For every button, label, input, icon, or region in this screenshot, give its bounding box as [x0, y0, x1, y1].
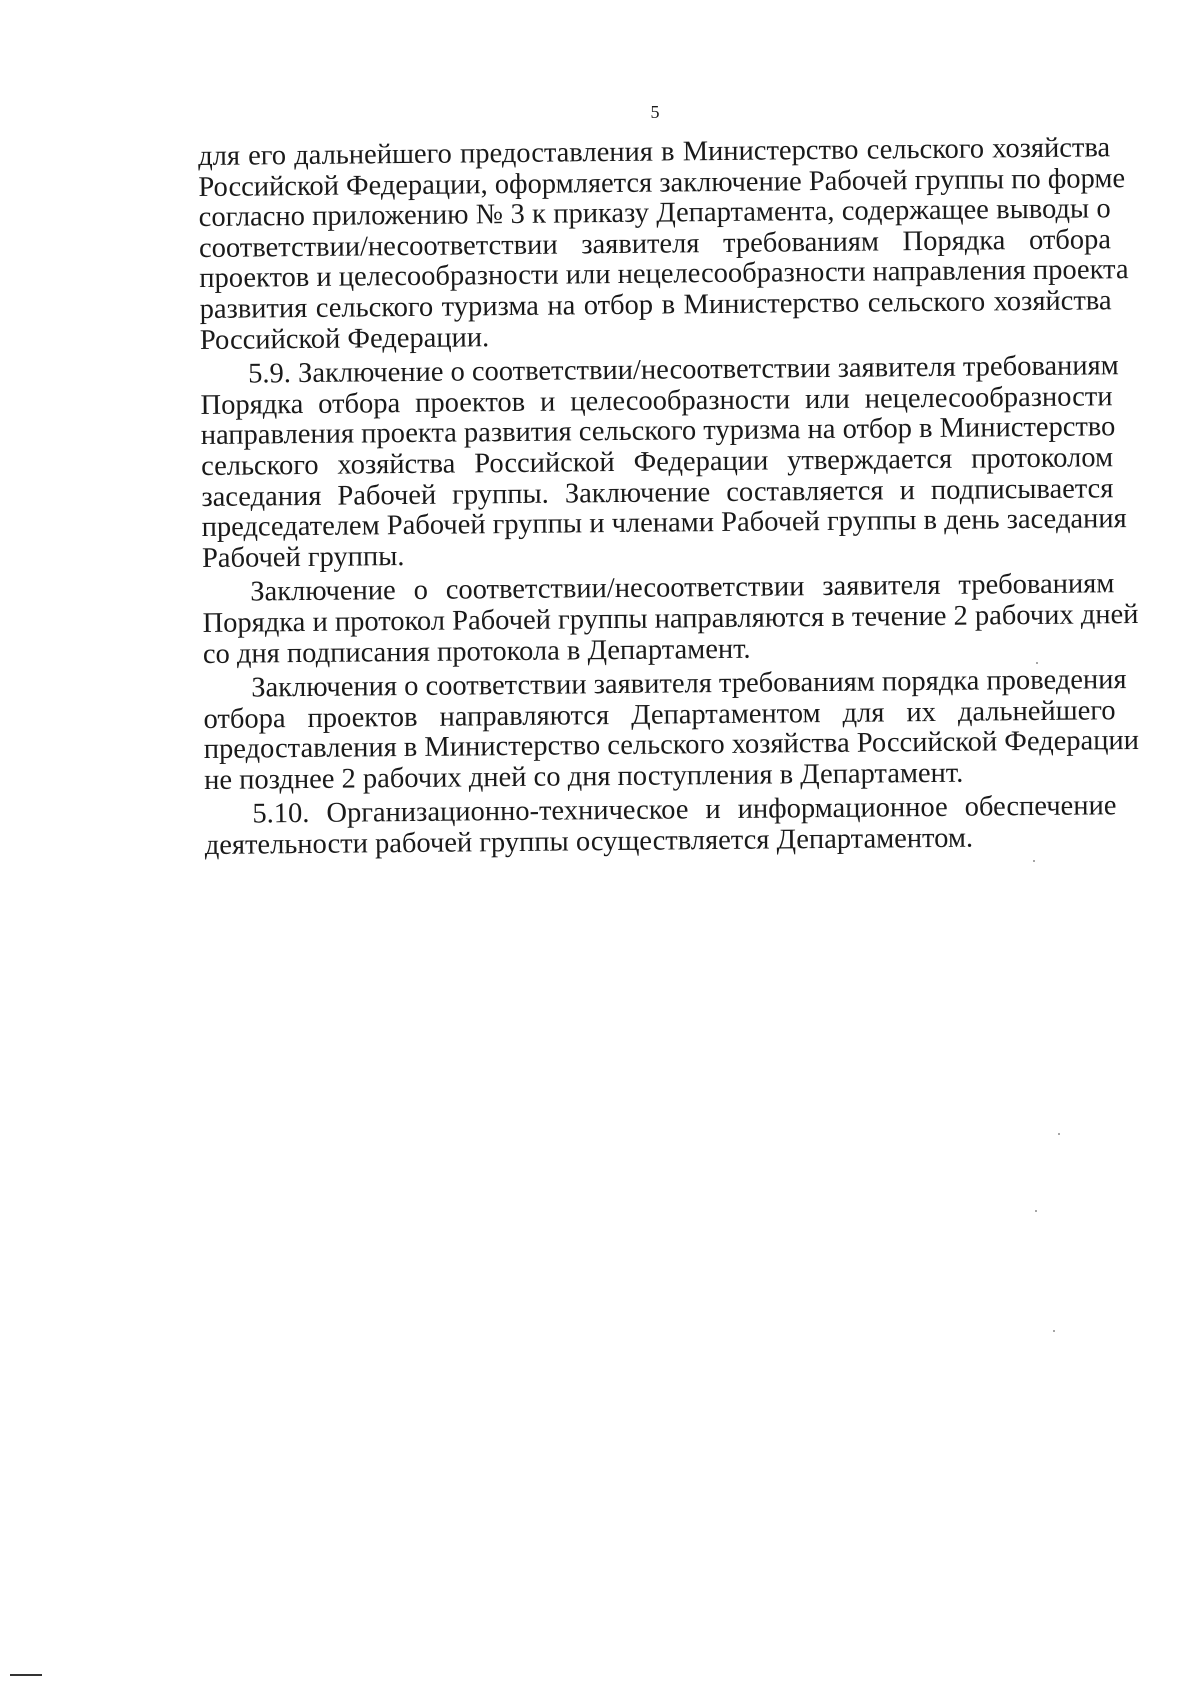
scan-speck: [1053, 1330, 1055, 1332]
text-line: соответствии/несоответствии заявителя требованиям Порядка отбора: [198, 224, 1112, 264]
text-line: согласно приложению № 3 к приказу Департамента, содержащее выводы о: [198, 193, 1111, 234]
text-line: Порядка и протокол Рабочей группы направляются в течение 2 рабочих дней: [202, 598, 1139, 639]
text-line: со дня подписания протокола в Департамент.: [202, 633, 751, 670]
text-line: предоставления в Министерство сельского хозяйства Российской Федерации: [203, 725, 1140, 766]
text-line: направления проекта развития сельского туризма на отбор в Министерство: [200, 411, 1116, 452]
scan-speck: [1035, 1210, 1037, 1212]
paragraph: [203, 664, 1140, 796]
document-body: [197, 132, 1140, 862]
text-line: Российской Федерации, оформляется заключение Рабочей группы по форме: [198, 162, 1126, 203]
text-line: Рабочей группы.: [201, 540, 405, 574]
text-line: председателем Рабочей группы и членами Рабочей группы в день заседания: [201, 503, 1127, 544]
page-number: 5: [650, 102, 660, 122]
paragraph: [204, 792, 1117, 862]
text-line: Заключение о соответствии/несоответствии заявителя требованиям: [250, 568, 1115, 608]
paragraph: [200, 350, 1127, 574]
scan-edge-mark: [10, 1674, 42, 1676]
paragraph: [202, 568, 1139, 671]
scan-speck: [1033, 860, 1035, 862]
text-line: развития сельского туризма на отбор в Министерство сельского хозяйства: [199, 285, 1112, 325]
text-line: Заключения о соответствии заявителя требованиям порядка проведения: [251, 664, 1127, 704]
text-line: заседания Рабочей группы. Заключение составляется и подписывается: [201, 472, 1114, 513]
scan-speck: [1036, 662, 1038, 664]
text-line: деятельности рабочей группы осуществляется Департаментом.: [204, 822, 974, 862]
text-line: для его дальнейшего предоставления в Министерство сельского хозяйства: [197, 132, 1111, 172]
paragraph: [197, 132, 1129, 356]
text-line: не позднее 2 рабочих дней со дня поступления в Департамент.: [203, 757, 964, 796]
text-line: сельского хозяйства Российской Федерации утверждается протоколом: [200, 442, 1114, 482]
text-line: отбора проектов направляются Департаментом для их дальнейшего: [203, 694, 1116, 735]
text-line: 5.9. Заключение о соответствии/несоответствии заявителя требованиям: [248, 350, 1119, 390]
scan-speck: [1058, 1133, 1060, 1135]
text-line: Порядка отбора проектов и целесообразности или нецелесообразности: [200, 380, 1113, 421]
text-line: 5.10. Организационно-техническое и информационное обеспечение: [252, 790, 1117, 830]
text-line: Российской Федерации.: [199, 321, 490, 356]
text-line: проектов и целесообразности или нецелесообразности направления проекта: [199, 254, 1129, 295]
